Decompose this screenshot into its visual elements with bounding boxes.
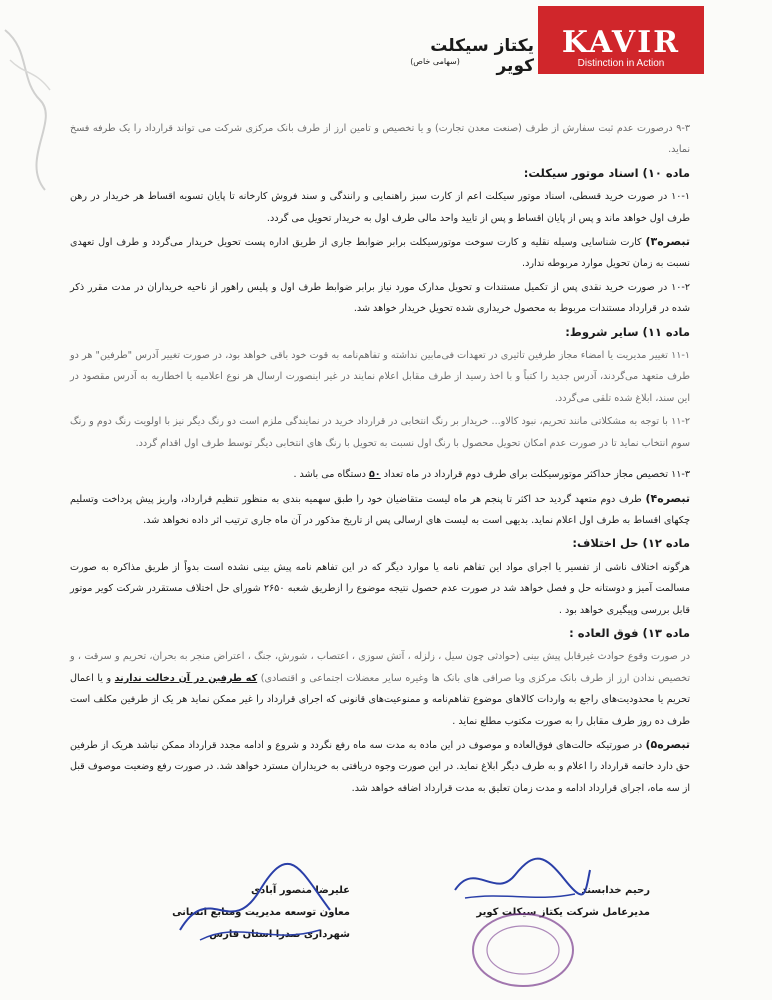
contract-body	[70, 118, 690, 801]
article-13-heading: ماده ۱۳) فوق العاده :	[569, 625, 690, 640]
scan-artifact	[0, 20, 60, 220]
article-12-heading: ماده ۱۲) حل اختلاف:	[572, 536, 690, 551]
company-stamp	[468, 910, 578, 990]
company-type: (سهامی خاص)	[410, 57, 460, 66]
company-name: یکتاز سیکلت کویر	[430, 36, 534, 76]
note-3	[70, 231, 690, 275]
signer-name: علیرضا منصور آبادی	[251, 885, 350, 896]
clause-11-3-pre: ۱۱-۳ تخصیص مجاز حداکثر موتورسیکلت برای طرف دوم قرارداد در ماه تعداد	[380, 469, 690, 481]
note-4	[70, 488, 690, 532]
note-4-label: تبصره۴)	[645, 491, 690, 505]
signer-title: معاون توسعه مدیریت ومنابع انسانی	[172, 907, 350, 918]
clause-10-1: ۱۰-۱ در صورت خرید قسطی، اسناد موتور سیکلت اعم از کارت سبز راهنمایی و رانندگی و سند فروش کارخانه تا پایان تسویه اقساط هر خریدار در رهن طرف اول خواهد ماند و پس از پایان اقساط و پس از تایید واحد مالی طرف اول به خریدار تحویل می گردد.	[70, 191, 690, 224]
signer-name: رحیم خدابسند	[581, 885, 650, 896]
note-3-text: کارت شناسایی وسیله نقلیه و کارت سوخت موتورسیکلت برابر ضوابط جاری از طریق اداره پست تحویل خریدار می‌گردد و طرف اول تعهدی نسبت به زمان تحویل موارد مربوطه ندارد.	[70, 237, 690, 270]
clause-13-pre: در صورت وقوع حوادث غیرقابل پیش بینی (حوادثی چون سیل ، زلزله ، آتش سوزی ، اعتصاب ، شورش، جنگ ، اعتراض منجر به بحران، تحریم و سرقت ، و تخصیص ندادن ارز از طرف بانک مرکزی وبا صرافی های بانک ها وغیره سایر معضلات اجتماعی و اقتصادی)	[70, 651, 690, 684]
clause-11-1: ۱۱-۱ تغییر مدیریت یا امضاء مجاز طرفین تاثیری در تعهدات فی‌مابین نداشته و تفاهم‌نامه به قوت خود باقی خواهد بود، در صورت تغییر آدرس "طرفین" هر دو طرف متعهد می‌گردند، آدرس جدید را کتباً و با اخذ رسید از طرف مقابل اعلام نمایند در غیر اینصورت ارسال هر نوع اعلامیه یا اخطاریه به آدرس مقصود در این سند، ابلاغ شده تلقی می‌گردد.	[70, 350, 690, 404]
clause-13-post: و یا اعمال تحریم یا محدودیت‌های راجع به واردات کالاهای موضوع تفاهم‌نامه و ممنوعیت‌های قانونی که اجرای قرارداد را غیر ممکن نماید هر یک از طرفین مکلف است طرف ده روز طرف مقابل را به صورت مکتوب مطلع نماید .	[70, 672, 690, 727]
clause-13	[70, 646, 690, 732]
note-5	[70, 734, 690, 799]
article-11-heading: ماده ۱۱) سایر شروط:	[565, 324, 690, 339]
clause-11-3-count: ۵۰	[368, 469, 381, 481]
clause-11-3-post: دستگاه می باشد .	[293, 469, 369, 481]
clause-13-emphasis: که طرفین در آن دخالت ندارند	[114, 672, 258, 684]
logo-text: KAVIR	[561, 25, 681, 60]
note-3-label: تبصره۳)	[645, 235, 690, 249]
clause-12: هرگونه اختلاف ناشی از تفسیر یا اجرای مواد این تفاهم نامه یا موارد دیگر که در این تفاهم نامه پیش بینی نشده است بدواً از طریق مذاکره به صورت مسالمت آمیز و دوستانه حل و فصل خواهد شد در صورت عدم حصول نتیجه موضوع را ازطریق شعبه ۲۶۵۰ شورای حل اختلاف مستقردر شرکت کویر موتور قابل بررسی وپیگیری خواهد بود .	[70, 561, 690, 616]
clause-10-2: ۱۰-۲ در صورت خرید نقدی پس از تکمیل مستندات و تحویل مدارک مورد نیاز برابر ضوابط طرف اول و پلیس راهور از ناحیه خریداران در مدت مقرر ذکر شده در قرارداد مستندات مربوط به محصول خریداری شده تحویل خریدار خواهد شد.	[70, 281, 690, 315]
signer-org: شهرداری صدرا استان فارس	[209, 929, 350, 940]
kavir-logo	[538, 6, 704, 74]
clause-9-3: ۹-۳ درصورت عدم ثبت سفارش از طرف (صنعت معدن تجارت) و یا تخصیص و تامین ارز از طرف بانک مرکزی شرکت می تواند قرارداد را یک طرفه فسخ نماید.	[70, 123, 690, 156]
municipality-handwritten-signature	[170, 860, 340, 950]
kavir-handwritten-signature	[445, 850, 595, 910]
clause-11-3	[70, 464, 690, 485]
signer-title: مدیرعامل شرکت یکتاز سیکلت کویر	[476, 907, 650, 918]
note-5-text: در صورتیکه حالت‌های فوق‌العاده و موصوف در این ماده به مدت سه ماه رفع نگردد و شروع و ادامه مجدد قرارداد ممکن نباشد هریک از طرفین حق دارد خاتمه قرارداد را اعلام و به طرف دیگر ابلاغ نماید. در این صورت وجوه دریافتی به خریداران مسترد خواهد شد. در صورت رفع وضعیت موصوف قبل از سه ماه، اجرای قرارداد ادامه و مدت زمان تعلیق به مدت قرارداد اضافه خواهد شد.	[70, 739, 690, 794]
logo-slogan: Distinction in Action	[577, 58, 665, 69]
article-10-heading: ماده ۱۰) اسناد موتور سیکلت:	[523, 165, 690, 180]
note-4-text: طرف دوم متعهد گردید حد اکثر تا پنجم هر ماه لیست متقاضیان خود را طبق سهمیه بندی به منظور تنظیم قرارداد، واریز پیش پرداخت وتسلیم چکهای اقساط به طرف اول اعلام نماید. بدیهی است به لیست های ارسالی پس از تاریخ مذکور در آن ماه جاری ترتیب اثر داده نخواهد شد.	[70, 493, 690, 526]
clause-11-2: ۱۱-۲ با توجه به مشکلاتی مانند تحریم، نبود کالاو... خریدار بر رنگ انتخابی در قرارداد خرید در نمایندگی ملزم است دو رنگ دیگر نیز با اولویت رنگ دوم و رنگ سوم انتخاب نماید تا در صورت عدم امکان تحویل محصول با رنگ اول نسبت به تحویل با رنگ های انتخابی دیگر توسط طرف اول اقدام گردد.	[70, 416, 690, 449]
note-5-label: تبصره۵)	[645, 737, 690, 751]
